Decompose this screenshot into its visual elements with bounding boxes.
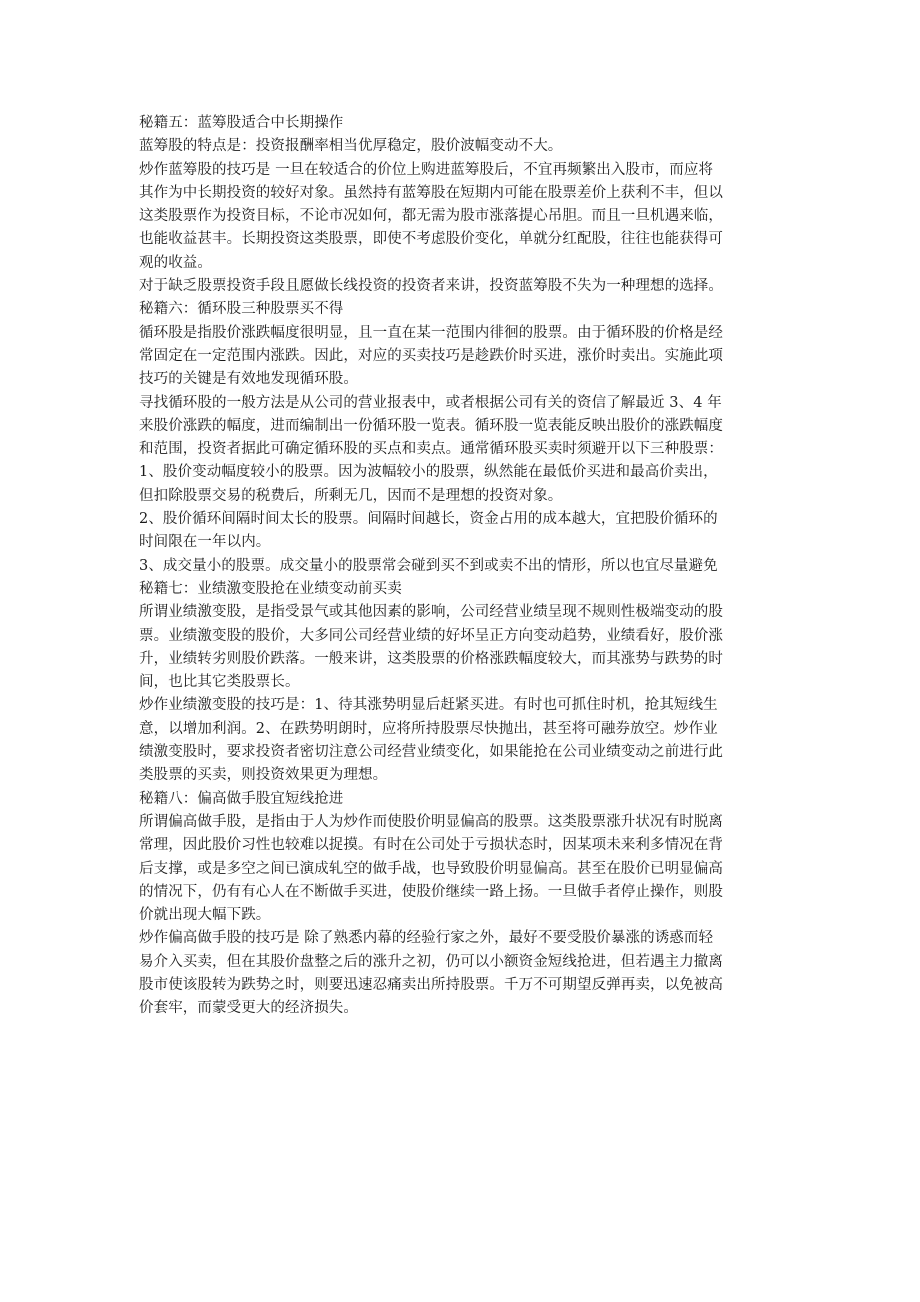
text-line: 后支撑，或是多空之间已演成轧空的做手战，也导致股价明显偏高。甚至在股价已明显偏高 (139, 860, 723, 877)
paragraph (139, 275, 789, 298)
paragraph (139, 694, 789, 787)
text-line: 观的收益。 (139, 254, 212, 271)
text-line: 寻找循环股的一般方法是从公司的营业报表中，或者根据公司有关的资信了解最近 3、4 年 (139, 394, 722, 411)
section-heading (139, 578, 789, 601)
text-line: 对于缺乏股票投资手段且愿做长线投资的投资者来讲，投资蓝筹股不失为一种理想的选择。 (139, 278, 723, 295)
text-line: 3、成交量小的股票。成交量小的股票常会碰到买不到或卖不出的情形，所以也宜尽量避免 (139, 557, 718, 574)
paragraph (139, 135, 789, 158)
text-line: 也能收益甚丰。长期投资这类股票，即使不考虑股价变化，单就分红配股，往往也能获得可 (139, 231, 723, 248)
text-line: 但扣除股票交易的税费后，所剩无几，因而不是理想的投资对象。 (139, 487, 563, 504)
text-line: 秘籍八：偏高做手股宜短线抢进 (139, 790, 344, 807)
text-line: 的情况下，仍有有心人在不断做手买进，使股价继续一路上扬。一旦做手者停止操作，则股 (139, 883, 723, 900)
text-line: 秘籍五：蓝筹股适合中长期操作 (139, 115, 344, 131)
text-line: 循环股是指股价涨跌幅度很明显，且一直在某一范围内徘徊的股票。由于循环股的价格是经 (139, 324, 723, 341)
text-line: 升，业绩转劣则股价跌落。一般来讲，这类股票的价格涨跌幅度较大，而其涨势与跌势的时 (139, 650, 723, 667)
text-line: 1、股价变动幅度较小的股票。因为波幅较小的股票，纵然能在最低价买进和最高价卖出， (139, 464, 718, 481)
text-line: 2、股价循环间隔时间太长的股票。间隔时间越长，资金占用的成本越大，宜把股价循环的 (139, 511, 718, 528)
text-line: 票。业绩激变股的股价，大多同公司经营业绩的好坏呈正方向变动趋势，业绩看好，股价涨 (139, 627, 723, 644)
text-line: 蓝筹股的特点是：投资报酬率相当优厚稳定，股价波幅变动不大。 (139, 138, 563, 155)
text-line: 和范围，投资者据此可确定循环股的买点和卖点。通常循环股买卖时须避开以下三种股票： (139, 441, 723, 458)
paragraph (139, 555, 789, 578)
paragraph (139, 927, 789, 1020)
document-body (139, 112, 789, 1021)
paragraph (139, 601, 789, 694)
text-line: 易介入买卖，但在其股价盘整之后的涨升之初，仍可以小额资金短线抢进，但若遇主力撤离 (139, 953, 723, 970)
text-line: 炒作业绩激变股的技巧是：1、待其涨势明显后赶紧买进。有时也可抓住时机，抢其短线生 (139, 697, 718, 714)
paragraph (139, 811, 789, 927)
text-line: 所谓业绩激变股，是指受景气或其他因素的影响，公司经营业绩呈现不规则性极端变动的股 (139, 604, 723, 621)
text-line: 炒作偏高做手股的技巧是 除了熟悉内幕的经验行家之外，最好不要受股价暴涨的诱惑而轻 (139, 930, 714, 947)
paragraph (139, 322, 789, 392)
text-line: 间，也比其它类股票长。 (139, 674, 300, 691)
text-line: 常理，因此股价习性也较难以捉摸。有时在公司处于亏损状态时，因某项未来利多情况在背 (139, 837, 723, 854)
text-line: 炒作蓝筹股的技巧是 一旦在较适合的价位上购进蓝筹股后，不宜再频繁出入股市，而应将 (139, 161, 714, 178)
text-line: 意，以增加利润。2、在跌势明朗时，应将所持股票尽快抛出，甚至将可融券放空。炒作业 (139, 720, 718, 737)
paragraph (139, 461, 789, 508)
text-line: 价就出现大幅下跌。 (139, 907, 271, 924)
text-line: 这类股票作为投资目标，不论市况如何，都无需为股市涨落提心吊胆。而且一旦机遇来临， (139, 208, 723, 225)
text-line: 类股票的买卖，则投资效果更为理想。 (139, 767, 388, 784)
text-line: 股市使该股转为跌势之时，则要迅速忍痛卖出所持股票。千万不可期望反弹再卖，以免被高 (139, 976, 723, 993)
text-line: 秘籍七：业绩激变股抢在业绩变动前买卖 (139, 580, 402, 597)
text-line: 秘籍六：循环股三种股票买不得 (139, 301, 344, 318)
text-line: 其作为中长期投资的较好对象。虽然持有蓝筹股在短期内可能在股票差价上获利不丰，但以 (139, 184, 723, 201)
section-heading (139, 788, 789, 811)
text-line: 技巧的关键是有效地发现循环股。 (139, 371, 358, 388)
text-line: 来股价涨跌的幅度，进而编制出一份循环股一览表。循环股一览表能反映出股价的涨跌幅度 (139, 417, 723, 434)
text-line: 时间限在一年以内。 (139, 534, 271, 551)
paragraph (139, 508, 789, 555)
section-heading (139, 112, 789, 135)
text-line: 常固定在一定范围内涨跌。因此，对应的买卖技巧是趁跌价时买进，涨价时卖出。实施此项 (139, 347, 723, 364)
text-line: 绩激变股时，要求投资者密切注意公司经营业绩变化，如果能抢在公司业绩变动之前进行此 (139, 744, 723, 761)
section-heading (139, 298, 789, 321)
paragraph (139, 159, 789, 275)
text-line: 所谓偏高做手股，是指由于人为炒作而使股价明显偏高的股票。这类股票涨升状况有时脱离 (139, 813, 723, 830)
paragraph (139, 392, 789, 462)
text-line: 价套牢，而蒙受更大的经济损失。 (139, 1000, 358, 1017)
